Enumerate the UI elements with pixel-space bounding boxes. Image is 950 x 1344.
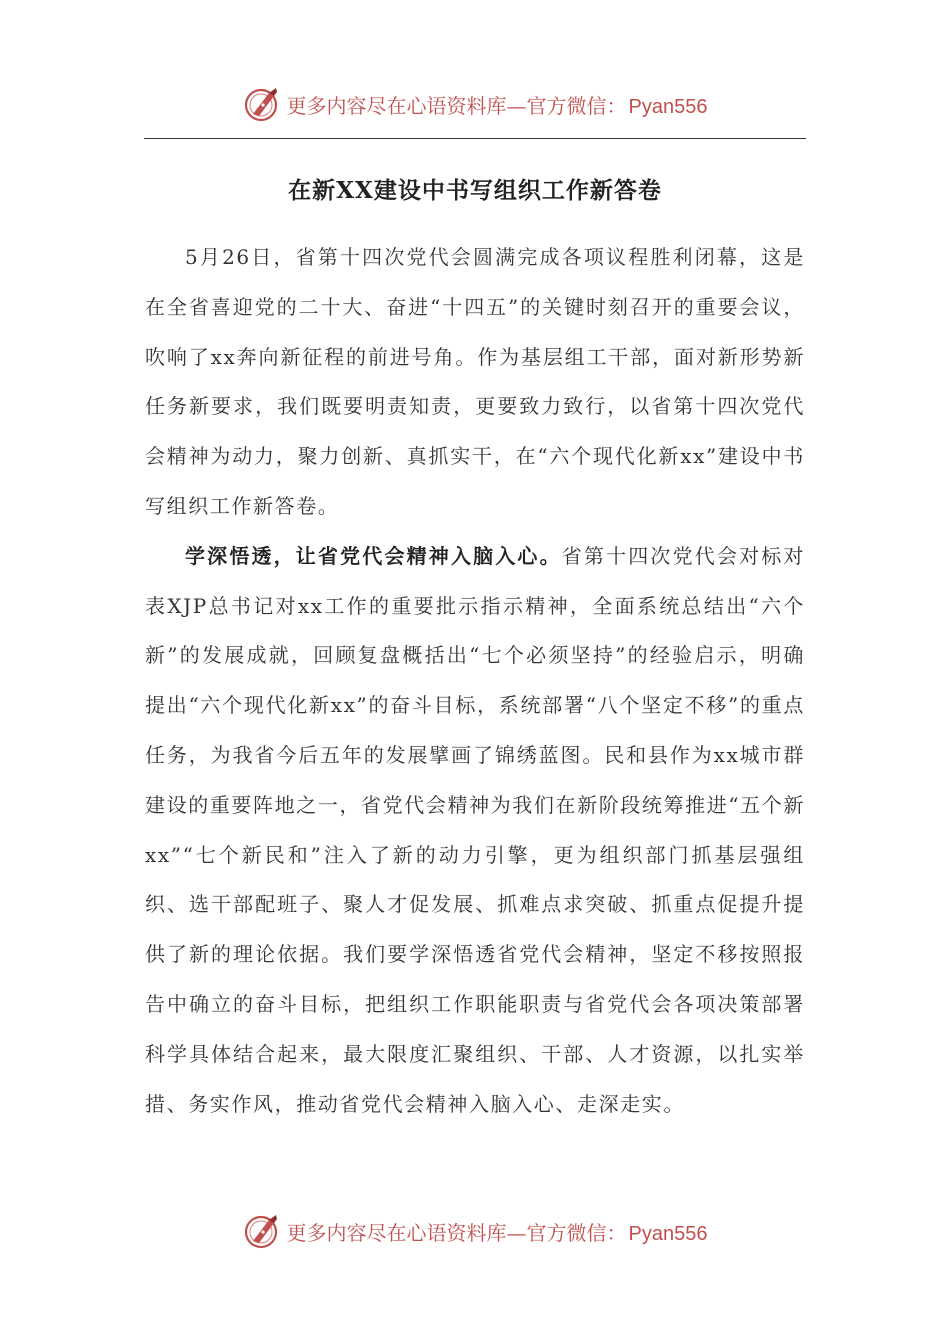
- header-banner-label: 更多内容尽在心语资料库—官方微信：: [286, 93, 627, 118]
- document-body: [145, 233, 805, 1129]
- footer-banner: [0, 1209, 950, 1253]
- header-divider: [144, 138, 806, 139]
- pen-nib-logo-icon: [243, 84, 283, 124]
- document-title: 在新XX建设中书写组织工作新答卷: [288, 177, 662, 204]
- paragraph-1-text: 5月26日，省第十四次党代会圆满完成各项议程胜利闭幕，这是在全省喜迎党的二十大、奋进“十四五”的关键时刻召开的重要会议，吹响了xx奔向新征程的前进号角。作为基层组工干部，面对新形势新任务新要求，我们既要明责知责，更要致力致行，以省第十四次党代会精神为动力，聚力创新、真抓实干，在“六个现代化新xx”建设中书写组织工作新答卷。: [145, 245, 805, 518]
- paragraph-2-lead: 学深悟透，让省党代会精神入脑入心。: [185, 543, 562, 568]
- paragraph-1: [145, 233, 805, 532]
- footer-wechat-id: Pyan556: [628, 1222, 708, 1245]
- header-wechat-id: Pyan556: [628, 95, 708, 118]
- paragraph-2: [145, 532, 805, 1130]
- footer-banner-label: 更多内容尽在心语资料库—官方微信：: [286, 1220, 627, 1245]
- header-banner-text: [287, 90, 708, 119]
- pen-nib-logo-icon: [243, 1211, 283, 1251]
- header-banner: [0, 82, 950, 126]
- paragraph-2-text: 省第十四次党代会对标对表XJP总书记对xx工作的重要批示指示精神，全面系统总结出“六个新”的发展成就，回顾复盘概括出“七个必须坚持”的经验启示，明确提出“六个现代化新xx”的奋斗目标，系统部署“八个坚定不移”的重点任务，为我省今后五年的发展擘画了锦绣蓝图。民和县作为xx城市群建设的重要阵地之一，省党代会精神为我们在新阶段统筹推进“五个新xx”“七个新民和”注入了新的动力引擎，更为组织部门抓基层强组织、选干部配班子、聚人才促发展、抓难点求突破、抓重点促提升提供了新的理论依据。我们要学深悟透省党代会精神，坚定不移按照报告中确立的奋斗目标，把组织工作职能职责与省党代会各项决策部署科学具体结合起来，最大限度汇聚组织、干部、人才资源，以扎实举措、务实作风，推动省党代会精神入脑入心、走深走实。: [145, 543, 805, 1116]
- footer-banner-text: [287, 1217, 708, 1246]
